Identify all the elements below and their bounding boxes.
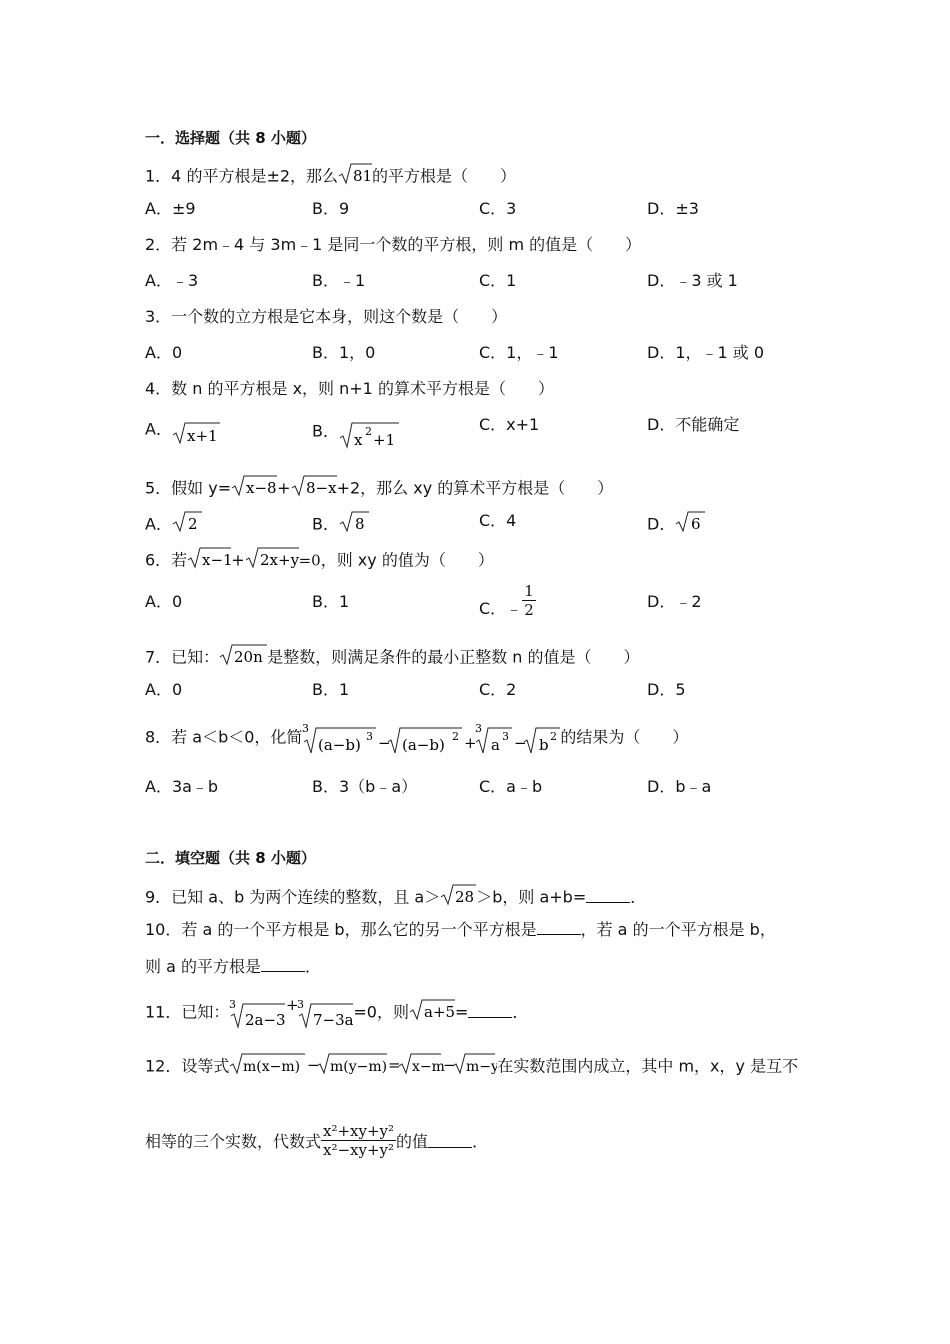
- frac-numerator: 1: [524, 582, 534, 600]
- q9-answer-blank[interactable]: [586, 888, 630, 903]
- question-5-stem: [145, 474, 613, 504]
- svg-text:−: −: [514, 734, 527, 752]
- q3-option-b[interactable]: B．1，0: [312, 343, 376, 362]
- q6-option-a[interactable]: A．0: [145, 592, 183, 611]
- q9-end: ．: [630, 887, 647, 907]
- question-12-line-1: [145, 1052, 798, 1082]
- q4-option-a[interactable]: [145, 414, 220, 446]
- q4-b-label: B．: [312, 421, 339, 441]
- sqrt-2: [172, 510, 202, 540]
- question-8-options: [145, 776, 815, 800]
- section-title-choice: 一．选择题（共 8 小题）: [145, 129, 316, 147]
- sqrt-x-minus-8: [231, 474, 277, 504]
- q12-end: ．: [472, 1132, 489, 1151]
- svg-text:−: −: [307, 1056, 320, 1074]
- q8-option-d[interactable]: D．b﹣a: [647, 777, 712, 796]
- question-9-stem: [145, 883, 646, 913]
- svg-text:−: −: [443, 1056, 456, 1074]
- q1-option-b[interactable]: B．9: [312, 199, 350, 218]
- question-10-line-2: [145, 956, 321, 978]
- q3-option-a[interactable]: A．0: [145, 343, 183, 362]
- sqrt-x-minus-1: [187, 546, 231, 576]
- q5-b-label: B．: [312, 514, 339, 534]
- sqrt-8: [339, 510, 369, 540]
- question-10-line-1: [145, 919, 776, 941]
- question-6-options: [145, 582, 815, 626]
- svg-text:2x+y: 2x+y: [259, 551, 299, 569]
- q5-text-b: +2，那么 xy 的算术平方根是（ ）: [336, 478, 614, 498]
- q4-a-label: A．: [145, 419, 172, 439]
- question-3-options: [145, 342, 815, 366]
- q5-option-d[interactable]: [647, 510, 705, 540]
- q12-fraction: [321, 1122, 396, 1159]
- svg-text:m−y: m−y: [466, 1059, 498, 1075]
- svg-text:2a−3: 2a−3: [245, 1011, 286, 1029]
- svg-text:−: −: [378, 734, 391, 752]
- q1-option-c[interactable]: C．3: [479, 199, 517, 218]
- q6-option-d[interactable]: D．﹣2: [647, 592, 702, 611]
- svg-text:m(x−m): m(x−m): [243, 1059, 301, 1075]
- q6-c-label: C．﹣: [479, 599, 523, 618]
- svg-text:2: 2: [187, 515, 198, 533]
- q8-text-a: 8．若 a＜b＜0，化简: [145, 727, 303, 747]
- q11-answer-blank[interactable]: [468, 1003, 512, 1018]
- q6-eq: =0: [298, 551, 321, 570]
- svg-text:+: +: [464, 734, 477, 752]
- q5-a-label: A．: [145, 514, 172, 534]
- svg-text:a+5: a+5: [423, 1003, 455, 1021]
- question-1-stem: [145, 162, 516, 192]
- q3-option-d[interactable]: D．1，﹣1 或 0: [647, 343, 765, 362]
- q1-text-b: 的平方根是（ ）: [372, 166, 517, 186]
- question-2-options: [145, 270, 815, 294]
- svg-text:3: 3: [302, 722, 310, 735]
- q11-cube-roots: [229, 998, 353, 1036]
- q5-option-c[interactable]: C．4: [479, 511, 517, 530]
- question-12-line-2: [145, 1122, 488, 1159]
- q6-text-a: 6．若: [145, 550, 188, 570]
- q10-text-c: 则 a 的平方根是: [145, 957, 261, 976]
- q2-option-b[interactable]: B．﹣1: [312, 271, 366, 290]
- q5-option-a[interactable]: [145, 510, 202, 540]
- q4-option-c[interactable]: C．x+1: [479, 415, 540, 434]
- svg-text:7−3a: 7−3a: [313, 1011, 354, 1029]
- svg-text:8: 8: [354, 515, 365, 533]
- sqrt-a-plus-5: [409, 998, 455, 1028]
- sqrt-81: [338, 162, 372, 192]
- q12-text-a: 12．设等式: [145, 1056, 230, 1076]
- q12-answer-blank[interactable]: [428, 1133, 472, 1148]
- question-4-stem: 4．数 n 的平方根是 x，则 n+1 的算术平方根是（ ）: [145, 379, 554, 398]
- q12-text-c: 相等的三个实数，代数式: [145, 1132, 322, 1151]
- q12-radical-equation: [229, 1052, 497, 1082]
- q12-text-d: 的值: [396, 1132, 429, 1151]
- q6-option-b[interactable]: B．1: [312, 592, 350, 611]
- svg-text:2: 2: [550, 730, 558, 743]
- q6-option-c[interactable]: [479, 582, 536, 619]
- sqrt-6: [675, 510, 705, 540]
- q12-text-b: 在实数范围内成立，其中 m，x，y 是互不: [497, 1056, 799, 1076]
- svg-text:m(y−m): m(y−m): [330, 1059, 388, 1075]
- svg-text:x−m: x−m: [412, 1059, 446, 1075]
- q7-option-a[interactable]: A．0: [145, 680, 183, 699]
- svg-text:3: 3: [502, 730, 510, 743]
- svg-text:3: 3: [229, 998, 237, 1011]
- q9-text-a: 9．已知 a、b 为两个连续的整数，且 a＞: [145, 887, 441, 907]
- svg-text:(a−b): (a−b): [402, 736, 446, 754]
- q7-option-d[interactable]: D．5: [647, 680, 686, 699]
- question-3-stem: 3．一个数的立方根是它本身，则这个数是（ ）: [145, 307, 508, 326]
- q4-option-b[interactable]: [312, 414, 399, 450]
- svg-text:3: 3: [297, 998, 305, 1011]
- q6-plus: +: [231, 550, 245, 570]
- sqrt-28: [440, 883, 476, 913]
- q5-option-b[interactable]: [312, 510, 369, 540]
- question-5-options: [145, 510, 815, 534]
- question-11-stem: [145, 994, 528, 1032]
- q4-option-d[interactable]: D．不能确定: [647, 415, 740, 434]
- q8-option-c[interactable]: C．a﹣b: [479, 777, 543, 796]
- q12-denominator: x²−xy+y²: [323, 1141, 395, 1159]
- question-2-stem: 2．若 2m﹣4 与 3m﹣1 是同一个数的平方根，则 m 的值是（ ）: [145, 235, 642, 254]
- svg-text:2: 2: [452, 730, 460, 743]
- svg-text:2: 2: [364, 425, 372, 438]
- svg-text:=: =: [388, 1056, 401, 1074]
- q2-option-c[interactable]: C．1: [479, 271, 517, 290]
- question-8-stem: [145, 718, 688, 758]
- svg-text:81: 81: [353, 167, 373, 185]
- q8-text-b: 的结果为（ ）: [560, 727, 689, 747]
- q5-plus: +: [277, 478, 291, 498]
- q10-answer-blank-1[interactable]: [537, 920, 581, 935]
- q7-option-b[interactable]: B．1: [312, 680, 350, 699]
- q7-text-b: 是整数，则满足条件的最小正整数 n 的值是（ ）: [267, 647, 640, 667]
- question-7-options: [145, 679, 815, 703]
- q9-text-b: ＞b，则 a+b=: [476, 887, 587, 907]
- q8-option-a[interactable]: A．3a﹣b: [145, 777, 219, 796]
- sqrt-x-squared-plus-1: [339, 420, 399, 456]
- sqrt-20n: [219, 643, 267, 673]
- fraction-one-half: [522, 582, 536, 619]
- svg-text:20n: 20n: [234, 648, 263, 666]
- svg-text:x: x: [353, 431, 363, 449]
- question-1-options: [145, 198, 815, 222]
- sqrt-2x-plus-y: [245, 546, 299, 576]
- q10-text-b: ，若 a 的一个平方根是 b，: [580, 920, 776, 939]
- q1-text-a: 1．4 的平方根是±2，那么: [145, 166, 339, 186]
- q2-option-a[interactable]: A．﹣3: [145, 271, 199, 290]
- question-7-stem: [145, 643, 640, 673]
- q5-text-a: 5．假如 y=: [145, 478, 232, 498]
- svg-text:3: 3: [366, 730, 374, 743]
- svg-text:a: a: [491, 736, 501, 754]
- q10-end: ．: [304, 957, 321, 976]
- q8-radical-expression: [302, 722, 560, 762]
- svg-text:8−x: 8−x: [305, 479, 337, 497]
- q10-text-a: 10．若 a 的一个平方根是 b，那么它的另一个平方根是: [145, 920, 537, 939]
- q8-option-b[interactable]: B．3（b﹣a）: [312, 777, 418, 796]
- q11-end: ．: [512, 1002, 529, 1022]
- svg-text:(a−b): (a−b): [318, 736, 362, 754]
- q1-option-d[interactable]: D．±3: [647, 199, 699, 218]
- svg-text:+1: +1: [372, 431, 396, 449]
- q1-option-a[interactable]: A．±9: [145, 199, 196, 218]
- q12-numerator: x²+xy+y²: [323, 1122, 395, 1140]
- q2-option-d[interactable]: D．﹣3 或 1: [647, 271, 738, 290]
- q3-option-c[interactable]: C．1，﹣1: [479, 343, 559, 362]
- q6-text-b: ，则 xy 的值为（ ）: [320, 550, 494, 570]
- svg-text:x+1: x+1: [186, 427, 218, 445]
- q11-eq: =: [454, 1002, 469, 1022]
- section-title-fill: 二．填空题（共 8 小题）: [145, 849, 316, 867]
- svg-text:x−1: x−1: [202, 551, 232, 569]
- q7-text-a: 7．已知：: [145, 647, 220, 667]
- sqrt-x-plus-1: [172, 420, 220, 452]
- q11-text-b: =0，则: [353, 1002, 409, 1022]
- question-6-stem: [145, 546, 494, 576]
- svg-text:28: 28: [455, 888, 475, 906]
- sqrt-8-minus-x: [291, 474, 337, 504]
- q11-text-a: 11．已知：: [145, 1002, 230, 1022]
- question-4-options: [145, 414, 815, 450]
- frac-denominator: 2: [524, 601, 534, 619]
- svg-text:3: 3: [475, 722, 483, 735]
- svg-text:+: +: [286, 998, 299, 1014]
- q10-answer-blank-2[interactable]: [261, 957, 305, 972]
- svg-text:x−8: x−8: [246, 479, 277, 497]
- svg-text:b: b: [539, 736, 550, 754]
- svg-text:6: 6: [691, 515, 701, 533]
- q7-option-c[interactable]: C．2: [479, 680, 517, 699]
- q5-d-label: D．: [647, 514, 676, 534]
